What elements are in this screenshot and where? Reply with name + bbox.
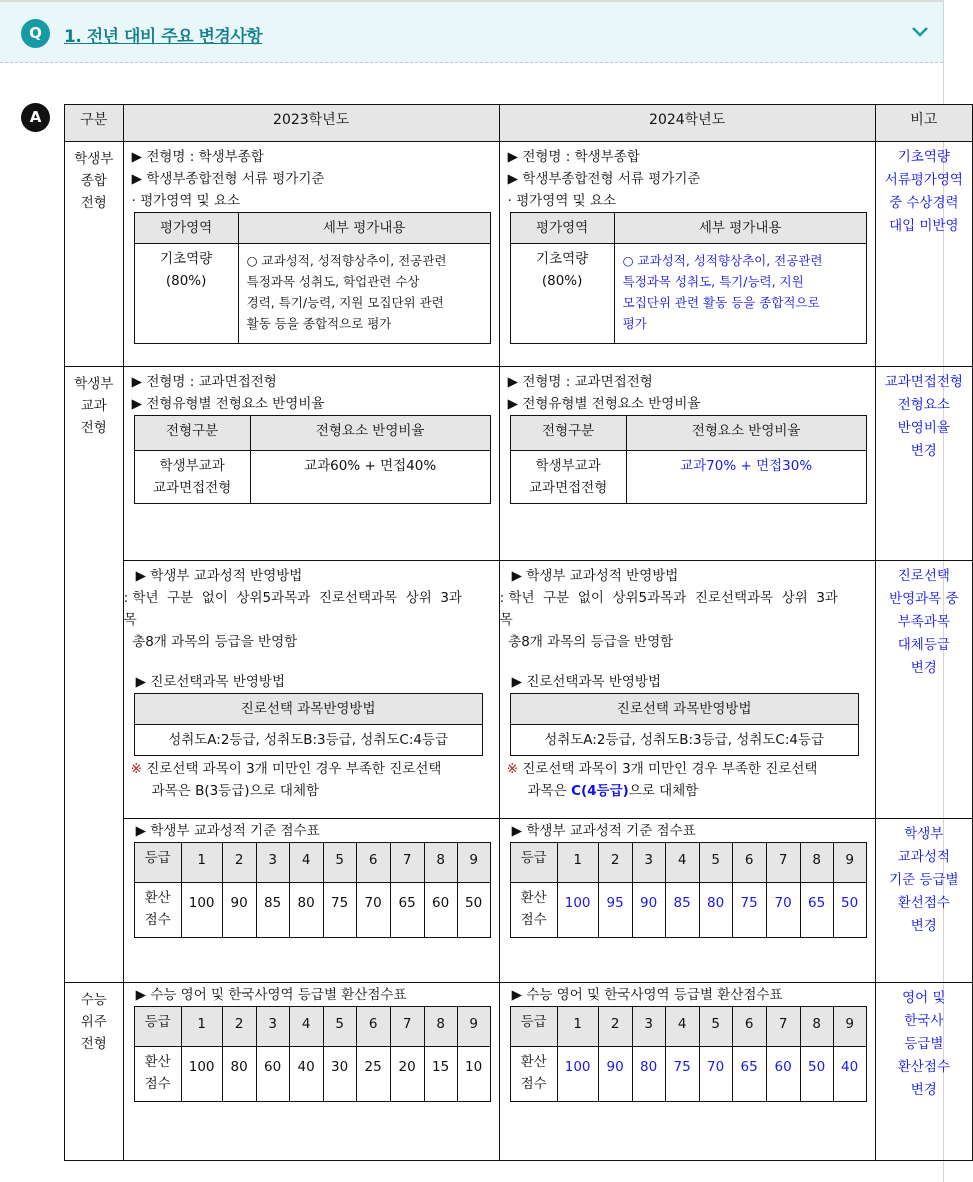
remark-mark-icon: ※ — [130, 761, 142, 777]
cell-2023 — [123, 142, 499, 367]
grade-5: 5 — [323, 843, 356, 883]
grade-score-table — [134, 842, 491, 938]
score-grade-9: 10 — [457, 1047, 490, 1102]
category-cell: 수능 위주 전형 — [65, 983, 124, 1161]
score-grade-3: 85 — [256, 883, 289, 938]
section-title: ▶ 학생부 교과성적 반영방법 — [135, 568, 303, 584]
score-grade-7: 60 — [766, 1047, 800, 1102]
evaluation-area: 기초역량 (80%) — [134, 244, 238, 344]
grade-4: 4 — [665, 1007, 699, 1047]
remark-text: 으로 대체함 — [628, 783, 699, 799]
score-grade-1: 100 — [181, 1047, 222, 1102]
header-2024: 2024학년도 — [499, 105, 875, 142]
evaluation-detail: ○ 교과성적, 성적향상추이, 전공관련 특정과목 성취도, 학업관련 수상 경력, 특기/능력, 지원 모집단위 관련 활동 등을 종합적으로 평가 — [238, 244, 490, 344]
header-category: 구분 — [65, 105, 124, 142]
score-grade-7: 65 — [390, 883, 424, 938]
grade-4: 4 — [289, 1007, 323, 1047]
grade-7: 7 — [390, 843, 424, 883]
score-grade-5: 75 — [323, 883, 356, 938]
table-header: 세부 평가내용 — [238, 213, 490, 244]
score-grade-1: 100 — [181, 883, 222, 938]
table-header: 전형구분 — [134, 416, 250, 451]
admission-type: 학생부교과 교과면접전형 — [134, 451, 250, 504]
method-description: : 학년 구분 없이 상위5과목과 진로선택과목 상위 3과 목 총8개 과목의 등급을 반영함 — [123, 590, 462, 650]
grade-8: 8 — [800, 1007, 833, 1047]
score-grade-8: 60 — [424, 883, 457, 938]
score-grade-6: 65 — [732, 1047, 766, 1102]
grade-3: 3 — [632, 843, 665, 883]
remark-mark-icon: ※ — [506, 761, 518, 777]
replacement-grade: B(3등급) — [195, 783, 250, 799]
score-grade-3: 80 — [632, 1047, 665, 1102]
category-cell: 학생부 종합 전형 — [65, 142, 124, 367]
grade-label: 등급 — [510, 843, 557, 883]
grade-1: 1 — [557, 843, 598, 883]
ratio-value: 교과70% + 면접30% — [626, 451, 866, 504]
remark-text: 과목은 — [527, 783, 572, 799]
grade-7: 7 — [390, 1007, 424, 1047]
grade-2: 2 — [222, 1007, 256, 1047]
grade-1: 1 — [557, 1007, 598, 1047]
grade-9: 9 — [457, 843, 490, 883]
score-grade-5: 30 — [323, 1047, 356, 1102]
evaluation-table — [510, 212, 867, 344]
table-header: 평가영역 — [510, 213, 614, 244]
remark-text: 과목은 — [151, 783, 196, 799]
grade-6: 6 — [732, 843, 766, 883]
cell-2024 — [499, 561, 875, 819]
score-grade-1: 100 — [557, 1047, 598, 1102]
grade-4: 4 — [289, 843, 323, 883]
grade-2: 2 — [598, 1007, 632, 1047]
table-header: 전형구분 — [510, 416, 626, 451]
score-grade-3: 90 — [632, 883, 665, 938]
ratio-value: 교과60% + 면접40% — [250, 451, 490, 504]
note-cell: 학생부 교과성적 기준 등급별 환선점수 변경 — [875, 819, 972, 983]
grade-2: 2 — [222, 843, 256, 883]
text-line: · 평가영역 및 요소 — [507, 193, 617, 209]
score-grade-5: 80 — [699, 883, 732, 938]
replacement-grade: C(4등급) — [571, 783, 629, 799]
faq-question-bar[interactable] — [0, 0, 943, 63]
grade-1: 1 — [181, 1007, 222, 1047]
conversion-rule: 성취도A:2등급, 성취도B:3등급, 성취도C:4등급 — [510, 725, 858, 756]
score-grade-2: 90 — [222, 883, 256, 938]
section-title: ▶ 수능 영어 및 한국사영역 등급별 환산점수표 — [511, 987, 783, 1003]
evaluation-area: 기초역량 (80%) — [510, 244, 614, 344]
score-grade-2: 90 — [598, 1047, 632, 1102]
score-grade-2: 80 — [222, 1047, 256, 1102]
grade-3: 3 — [256, 1007, 289, 1047]
score-label: 환산 점수 — [134, 883, 181, 938]
grade-score-table — [510, 842, 867, 938]
category-cell: 학생부 교과 전형 — [65, 367, 124, 983]
cell-2024 — [499, 983, 875, 1161]
text-line: ▶ 학생부종합전형 서류 평가기준 — [131, 171, 325, 187]
score-label: 환산 점수 — [510, 883, 557, 938]
grade-2: 2 — [598, 843, 632, 883]
grade-5: 5 — [699, 843, 732, 883]
grade-4: 4 — [665, 843, 699, 883]
cell-2024 — [499, 367, 875, 561]
text-line: ▶ 전형명 : 학생부종합 — [131, 149, 264, 165]
grade-7: 7 — [766, 1007, 800, 1047]
score-grade-6: 70 — [356, 883, 390, 938]
header-2023: 2023학년도 — [123, 105, 499, 142]
grade-5: 5 — [323, 1007, 356, 1047]
grade-3: 3 — [256, 843, 289, 883]
section-title: ▶ 학생부 교과성적 기준 점수표 — [135, 823, 320, 839]
table-header: 전형요소 반영비율 — [250, 416, 490, 451]
cell-2023 — [123, 819, 499, 983]
score-grade-9: 50 — [457, 883, 490, 938]
note-cell: 기초역량 서류평가영역 중 수상경력 대입 미반영 — [875, 142, 972, 367]
method-description: : 학년 구분 없이 상위5과목과 진로선택과목 상위 3과 목 총8개 과목의 등급을 반영함 — [499, 590, 838, 650]
grade-8: 8 — [424, 1007, 457, 1047]
score-grade-7: 70 — [766, 883, 800, 938]
score-grade-9: 40 — [833, 1047, 866, 1102]
text-line: ▶ 전형명 : 교과면접전형 — [507, 374, 653, 390]
score-grade-2: 95 — [598, 883, 632, 938]
score-grade-4: 85 — [665, 883, 699, 938]
section-title: ▶ 수능 영어 및 한국사영역 등급별 환산점수표 — [135, 987, 407, 1003]
score-grade-5: 70 — [699, 1047, 732, 1102]
ratio-table — [134, 415, 491, 504]
grade-9: 9 — [833, 843, 866, 883]
grade-5: 5 — [699, 1007, 732, 1047]
note-cell: 영어 및 한국사 등급별 환산점수 변경 — [875, 983, 972, 1161]
text-line: ▶ 학생부종합전형 서류 평가기준 — [507, 171, 701, 187]
evaluation-detail: ○ 교과성적, 성적향상추이, 전공관련 특정과목 성취도, 특기/능력, 지원 모집단위 관련 활동 등을 종합적으로 평가 — [614, 244, 866, 344]
remark-text: 으로 대체함 — [249, 783, 320, 799]
section-title: ▶ 진로선택과목 반영방법 — [511, 674, 662, 690]
score-grade-4: 80 — [289, 883, 323, 938]
conversion-rule: 성취도A:2등급, 성취도B:3등급, 성취도C:4등급 — [134, 725, 482, 756]
changes-table — [64, 104, 973, 1161]
grade-3: 3 — [632, 1007, 665, 1047]
score-grade-3: 60 — [256, 1047, 289, 1102]
remark-text: 진로선택 과목이 3개 미만인 경우 부족한 진로선택 — [146, 761, 442, 777]
score-grade-8: 65 — [800, 883, 833, 938]
section-title: ▶ 진로선택과목 반영방법 — [135, 674, 286, 690]
cell-2023 — [123, 367, 499, 561]
cell-2024 — [499, 142, 875, 367]
grade-7: 7 — [766, 843, 800, 883]
chevron-down-icon[interactable] — [910, 24, 930, 40]
evaluation-table — [134, 212, 491, 344]
grade-9: 9 — [833, 1007, 866, 1047]
section-title: ▶ 학생부 교과성적 반영방법 — [511, 568, 679, 584]
remark — [507, 758, 867, 780]
remark — [508, 780, 867, 802]
remark — [131, 758, 491, 780]
cell-2024 — [499, 819, 875, 983]
text-line: ▶ 전형명 : 학생부종합 — [507, 149, 640, 165]
career-elective-table — [510, 693, 859, 756]
score-grade-9: 50 — [833, 883, 866, 938]
grade-1: 1 — [181, 843, 222, 883]
table-header: 세부 평가내용 — [614, 213, 866, 244]
grade-label: 등급 — [134, 1007, 181, 1047]
table-header: 진로선택 과목반영방법 — [510, 694, 858, 725]
remark-text: 진로선택 과목이 3개 미만인 경우 부족한 진로선택 — [522, 761, 818, 777]
q-badge: Q — [21, 19, 50, 48]
text-line: · 평가영역 및 요소 — [131, 193, 241, 209]
grade-6: 6 — [356, 1007, 390, 1047]
text-line: ▶ 전형명 : 교과면접전형 — [131, 374, 277, 390]
table-header: 진로선택 과목반영방법 — [134, 694, 482, 725]
table-header: 평가영역 — [134, 213, 238, 244]
ratio-table — [510, 415, 867, 504]
grade-9: 9 — [457, 1007, 490, 1047]
grade-score-table — [134, 1006, 491, 1102]
score-grade-6: 25 — [356, 1047, 390, 1102]
score-label: 환산 점수 — [134, 1047, 181, 1102]
score-grade-8: 15 — [424, 1047, 457, 1102]
grade-label: 등급 — [510, 1007, 557, 1047]
grade-8: 8 — [800, 843, 833, 883]
career-elective-table — [134, 693, 483, 756]
score-grade-7: 20 — [390, 1047, 424, 1102]
text-line: ▶ 전형유형별 전형요소 반영비율 — [507, 396, 701, 412]
score-grade-1: 100 — [557, 883, 598, 938]
grade-8: 8 — [424, 843, 457, 883]
faq-question-title[interactable]: 1. 전년 대비 주요 변경사항 — [64, 27, 263, 47]
table-header: 전형요소 반영비율 — [626, 416, 866, 451]
score-grade-4: 40 — [289, 1047, 323, 1102]
admission-type: 학생부교과 교과면접전형 — [510, 451, 626, 504]
a-badge: A — [21, 103, 50, 132]
score-grade-4: 75 — [665, 1047, 699, 1102]
section-title: ▶ 학생부 교과성적 기준 점수표 — [511, 823, 696, 839]
grade-6: 6 — [732, 1007, 766, 1047]
grade-label: 등급 — [134, 843, 181, 883]
score-grade-6: 75 — [732, 883, 766, 938]
note-cell: 교과면접전형 전형요소 반영비율 변경 — [875, 367, 972, 561]
header-note: 비고 — [875, 105, 972, 142]
grade-6: 6 — [356, 843, 390, 883]
note-cell: 진로선택 반영과목 중 부족과목 대체등급 변경 — [875, 561, 972, 819]
text-line: ▶ 전형유형별 전형요소 반영비율 — [131, 396, 325, 412]
score-grade-8: 50 — [800, 1047, 833, 1102]
cell-2023 — [123, 983, 499, 1161]
score-label: 환산 점수 — [510, 1047, 557, 1102]
grade-score-table — [510, 1006, 867, 1102]
remark — [132, 780, 491, 802]
cell-2023 — [123, 561, 499, 819]
